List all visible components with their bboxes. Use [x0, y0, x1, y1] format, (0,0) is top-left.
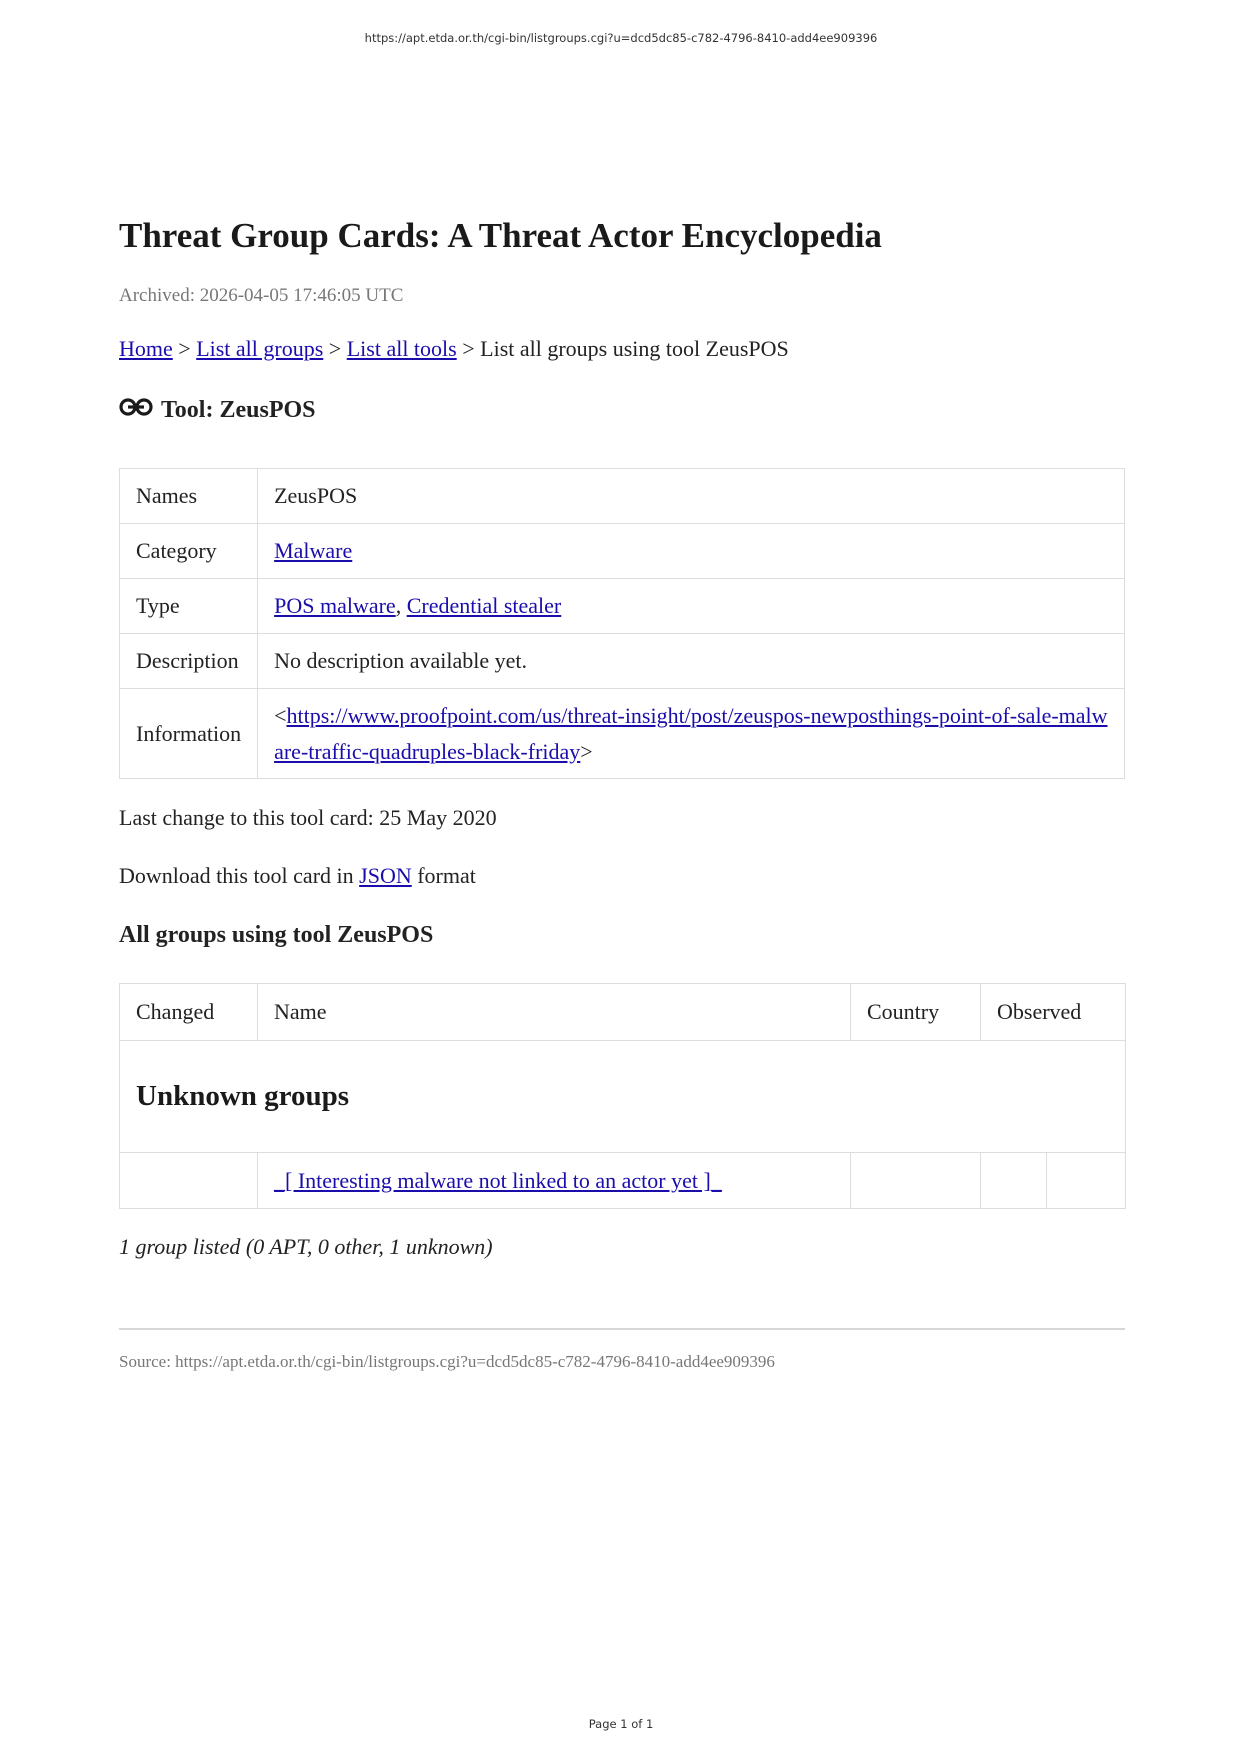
group-link[interactable]: _[ Interesting malware not linked to an actor yet ]_ [274, 1167, 722, 1193]
groups-table-header [120, 984, 1126, 1041]
download-prefix: Download this tool card in [119, 863, 354, 888]
information-cell [258, 689, 1125, 779]
breadcrumb-all-groups-link[interactable]: List all groups [196, 336, 324, 361]
type-cell [258, 579, 1125, 634]
tool-info-table [119, 468, 1125, 779]
tool-heading [119, 397, 316, 424]
description-value: No description available yet. [258, 634, 1125, 689]
table-row [120, 1153, 1126, 1209]
column-header-name: Name [258, 984, 851, 1041]
names-value: ZeusPOS [258, 469, 1125, 524]
category-malware-link[interactable]: Malware [274, 538, 353, 563]
type-label: Type [120, 579, 258, 634]
breadcrumb-current: List all groups using tool ZeusPOS [480, 336, 789, 361]
table-row-information [120, 689, 1125, 779]
observed-cell [981, 1153, 1047, 1209]
page-title: Threat Group Cards: A Threat Actor Encyclopedia [119, 216, 882, 255]
type-pos-malware-link[interactable]: POS malware [274, 593, 396, 618]
information-close-bracket: > [580, 738, 593, 764]
breadcrumb-separator: > [462, 336, 475, 361]
table-row-names [120, 469, 1125, 524]
download-json-link[interactable]: JSON [359, 863, 412, 888]
download-line [119, 863, 476, 889]
information-proofpoint-link[interactable]: https://www.proofpoint.com/us/threat-insight/post/zeuspos-newposthings-point-of-sale-malware-traffic-quadruples-black-friday [274, 702, 1108, 764]
divider [119, 1328, 1125, 1330]
section-row [120, 1041, 1126, 1153]
archived-timestamp: Archived: 2026-04-05 17:46:05 UTC [119, 285, 404, 306]
description-label: Description [120, 634, 258, 689]
last-change-text: Last change to this tool card: 25 May 2020 [119, 805, 497, 830]
column-header-changed: Changed [120, 984, 258, 1041]
link-icon [119, 397, 161, 424]
type-credential-stealer-link[interactable]: Credential stealer [406, 593, 562, 618]
names-label: Names [120, 469, 258, 524]
groups-summary: 1 group listed (0 APT, 0 other, 1 unknown) [119, 1234, 493, 1259]
country-cell [851, 1153, 981, 1209]
tool-heading-text: Tool: ZeusPOS [161, 397, 316, 423]
source-url: Source: https://apt.etda.or.th/cgi-bin/listgroups.cgi?u=dcd5dc85-c782-4796-8410-add4ee909396 [119, 1352, 775, 1371]
breadcrumb-all-tools-link[interactable]: List all tools [346, 336, 457, 361]
print-footer-page-number: Page 1 of 1 [588, 1717, 654, 1731]
breadcrumb [119, 336, 789, 362]
category-cell [258, 524, 1125, 579]
breadcrumb-separator: > [178, 336, 191, 361]
table-row-type [120, 579, 1125, 634]
column-header-observed: Observed [981, 984, 1126, 1041]
breadcrumb-separator: > [328, 336, 342, 361]
category-label: Category [120, 524, 258, 579]
column-header-country: Country [851, 984, 981, 1041]
information-open-bracket: < [274, 702, 287, 728]
breadcrumb-home-link[interactable]: Home [119, 336, 173, 361]
print-header-url: https://apt.etda.or.th/cgi-bin/listgroups.cgi?u=dcd5dc85-c782-4796-8410-add4ee909396 [364, 31, 878, 45]
section-title-unknown-groups: Unknown groups [120, 1041, 1126, 1153]
groups-heading: All groups using tool ZeusPOS [119, 922, 434, 948]
page-content [119, 212, 1125, 1371]
table-row-category [120, 524, 1125, 579]
information-label: Information [120, 689, 258, 779]
download-suffix: format [417, 863, 476, 888]
changed-cell [120, 1153, 258, 1209]
extra-cell [1047, 1153, 1126, 1209]
groups-table [119, 983, 1126, 1209]
table-row-description [120, 634, 1125, 689]
name-cell [258, 1153, 851, 1209]
type-separator: , [395, 593, 402, 618]
